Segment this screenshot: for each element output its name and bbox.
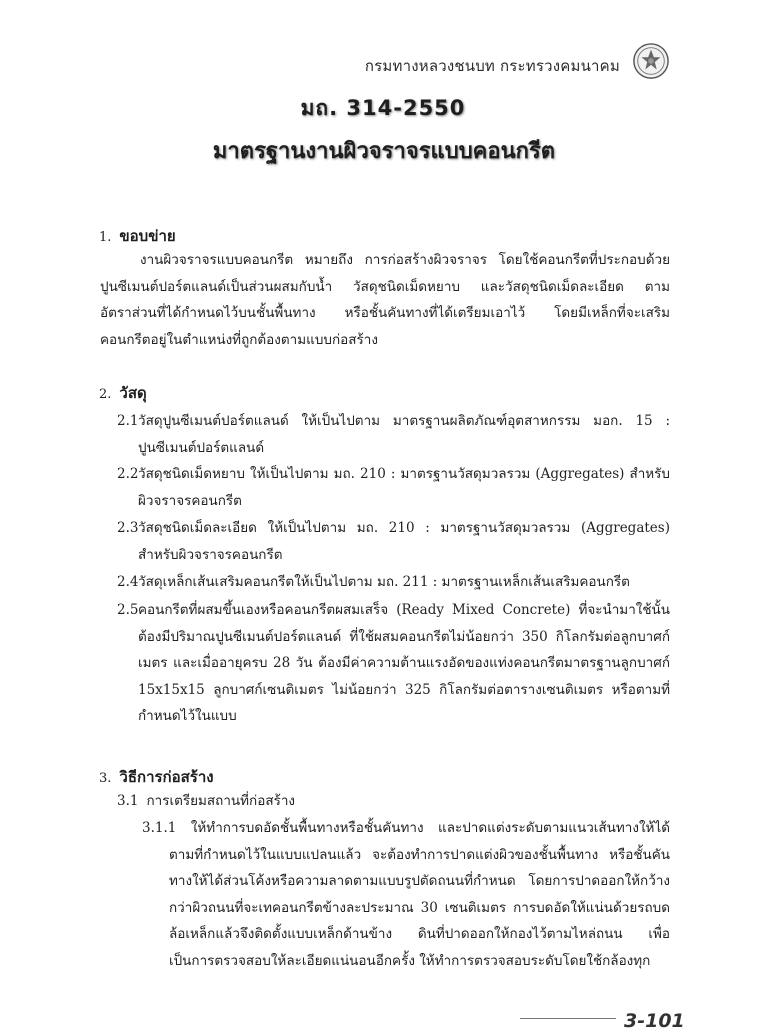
standard-code: มถ. 314-2550 xyxy=(300,96,466,120)
section-1-number: 1. xyxy=(99,230,112,245)
subitem-text xyxy=(142,815,670,974)
item-text: วัสดุชนิดเม็ดละเอียด ให้เป็นไปตาม มถ. 210 : มาตรฐานวัสดุมวลรวม (Aggregates) สำหรับผิวจราจรคอนกรีต xyxy=(138,520,670,563)
section-1-paragraph: งานผิวจราจรแบบคอนกรีต หมายถึง การก่อสร้างผิวจราจร โดยใช้คอนกรีตที่ประกอบด้วยปูนซีเมนต์ปอร์ตแลนด์เป็นส่วนผสมกับน้ำ วัสดุชนิดเม็ดหยาบ และวัสดุชนิดเม็ดละเอียด ตามอัตราส่วนที่ได้กำหนดไว้บนชั้นพื้นทาง หรือชั้นคันทางที่ได้เตรียมเอาไว้ โดยมีเหล็กที่จะเสริมคอนกรีตอยู่ในตำแหน่งที่ถูกต้องตามแบบก่อสร้าง xyxy=(100,252,670,348)
list-item xyxy=(117,408,670,461)
section-3-heading xyxy=(99,765,214,789)
department-seal-icon xyxy=(632,42,670,80)
subsection-title: การเตรียมสถานที่ก่อสร้าง xyxy=(146,793,295,809)
section-3-number: 3. xyxy=(99,771,112,786)
subitem-3-1-1 xyxy=(142,815,670,974)
item-text: คอนกรีตที่ผสมขึ้นเองหรือคอนกรีตผสมเสร็จ (Ready Mixed Concrete) ที่จะนำมาใช้นั้น ต้องมีปริมาณปูนซีเมนต์ปอร์ตแลนด์ ที่ใช้ผสมคอนกรีตไม่น้อยกว่า 350 กิโลกรัมต่อลูกบาศก์เมตร และเมื่ออายุครบ 28 วัน ต้องมีค่าความต้านแรงอัดของแท่งคอนกรีตมาตรฐานลูกบาศก์ 15x15x15 ลูกบาศก์เซนติเมตร ไม่น้อยกว่า 325 กิโลกรัมต่อตารางเซนติเมตร หรือตามที่กำหนดไว้ในแบบ xyxy=(138,602,670,724)
item-text: วัสดุเหล็กเส้นเสริมคอนกรีตให้เป็นไปตาม มถ. 211 : มาตรฐานเหล็กเส้นเสริมคอนกรีต xyxy=(138,574,630,590)
subsection-3-1-heading xyxy=(117,788,295,815)
section-1-title: ขอบข่าย xyxy=(119,227,176,245)
subitem-content: ให้ทำการบดอัดชั้นพื้นทางหรือชั้นคันทาง และปาดแต่งระดับตามแนวเส้นทางให้ได้ตามที่กำหนดไว้ในแบบแปลนแล้ว จะต้องทำการปาดแต่งผิวของชั้นพื้นทาง หรือชั้นคันทางให้ได้ส่วนโค้งหรือความลาดตามแบบรูปตัดถนนที่กำหนด โดยการปาดออกให้กว้างกว่าผิวถนนที่จะเทคอนกรีตข้างละประมาณ 30 เซนติเมตร การบดอัดให้แน่นด้วยรถบดล้อเหล็กแล้วจึงติดตั้งแบบเหล็กด้านข้าง ดินที่ปาดออกให้กองไว้ตามไหล่ถนน เพื่อเป็นการตรวจสอบให้ละเอียดแน่นอนอีกครั้ง ให้ทำการตรวจสอบระดับโดยใช้กล้องทุก xyxy=(169,820,671,969)
list-item xyxy=(117,515,670,568)
section-3-title: วิธีการก่อสร้าง xyxy=(119,768,214,786)
item-text: วัสดุปูนซีเมนต์ปอร์ตแลนด์ ให้เป็นไปตาม มาตรฐานผลิตภัณฑ์อุตสาหกรรม มอก. 15 : ปูนซีเมนต์ปอร์ตแลนด์ xyxy=(138,413,670,456)
section-1-body xyxy=(100,247,670,353)
header-organization: กรมทางหลวงชนบท กระทรวงคมนาคม xyxy=(364,57,620,75)
item-text: วัสดุชนิดเม็ดหยาบ ให้เป็นไปตาม มถ. 210 : มาตรฐานวัสดุมวลรวม (Aggregates) สำหรับผิวจราจรคอนกรีต xyxy=(138,466,670,509)
subitem-number: 3.1.1 xyxy=(142,820,177,836)
document-title xyxy=(0,92,768,168)
section-2-number: 2. xyxy=(99,387,112,402)
subsection-number: 3.1 xyxy=(117,793,139,809)
page-number: 3-101 xyxy=(624,1010,685,1032)
list-item xyxy=(117,569,670,596)
section-1-heading xyxy=(99,224,176,248)
item-number: 2.1 xyxy=(117,413,139,429)
list-item xyxy=(117,597,670,730)
footer-rule xyxy=(520,1018,616,1019)
standard-title: มาตรฐานงานผิวจราจรแบบคอนกรีต xyxy=(212,139,556,164)
item-number: 2.2 xyxy=(117,466,139,482)
section-2-heading xyxy=(99,381,147,405)
item-number: 2.3 xyxy=(117,520,139,536)
section-2-title: วัสดุ xyxy=(119,384,147,402)
item-number: 2.4 xyxy=(117,574,139,590)
item-number: 2.5 xyxy=(117,602,139,618)
list-item xyxy=(117,461,670,514)
